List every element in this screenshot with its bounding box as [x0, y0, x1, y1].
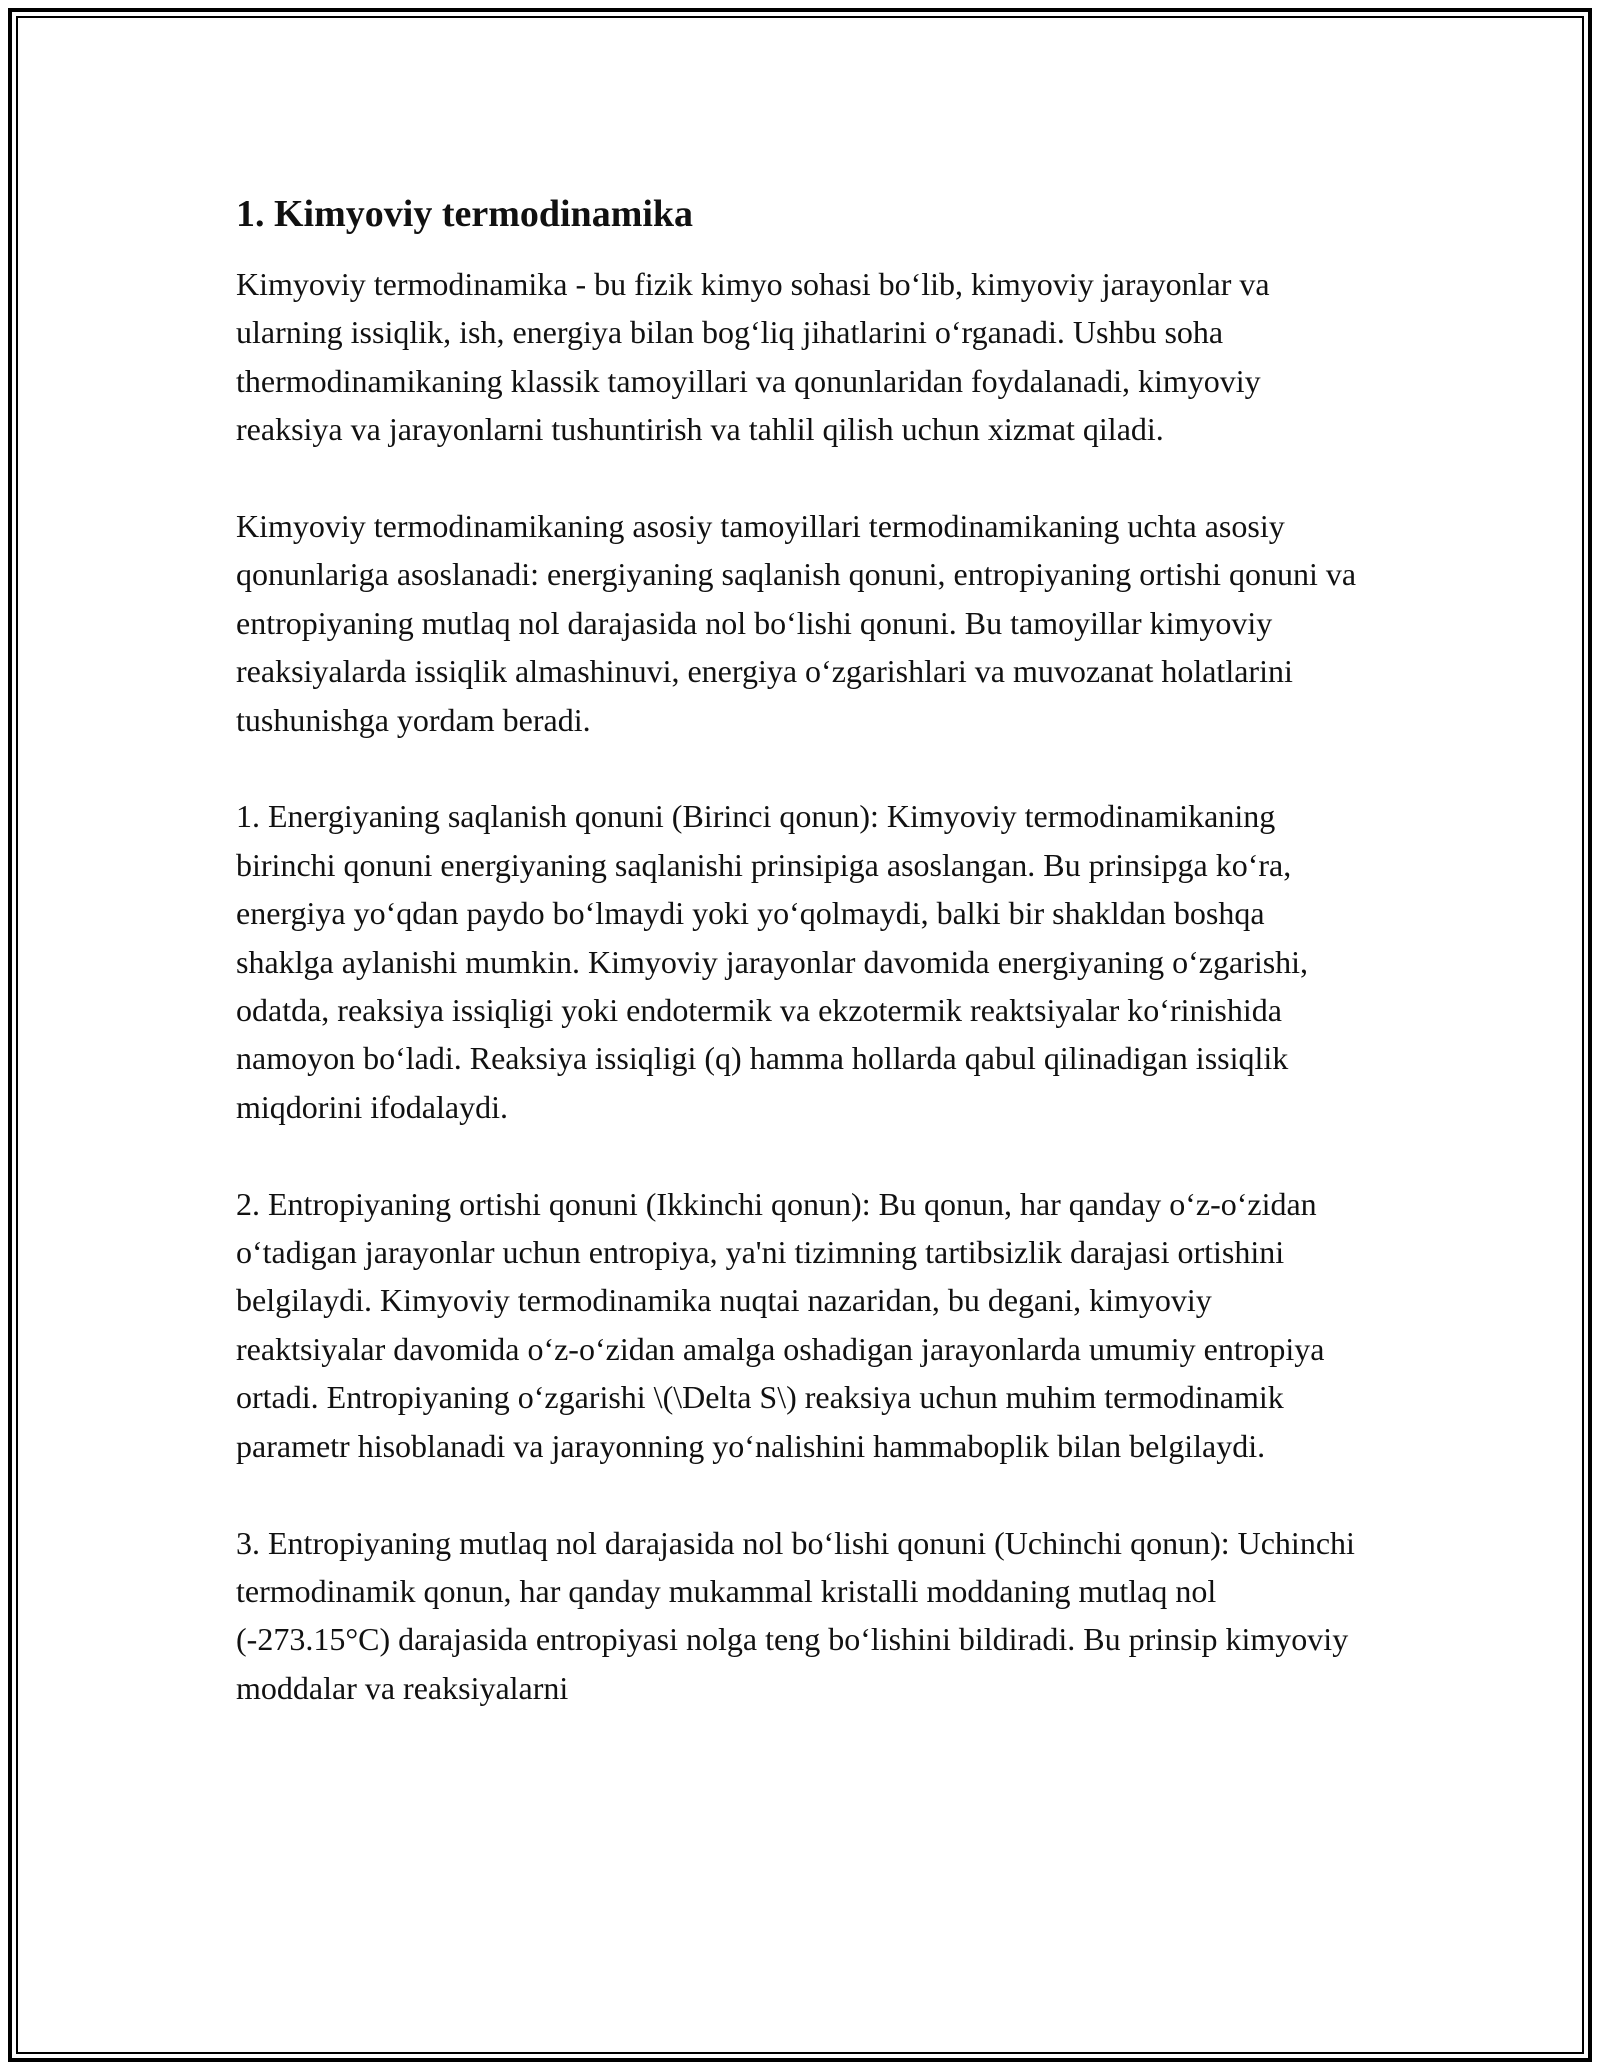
section-heading: 1. Kimyoviy termodinamika: [236, 193, 694, 235]
paragraph-principles: Kimyoviy termodinamikaning asosiy tamoyillari termodinamikaning uchta asosiy qonunlariga asoslanadi: energiyaning saqlanish qonuni, entropiyaning ortishi qonuni va entropiyaning mutlaq nol darajasida nol bo‘lishi qonuni. Bu tamoyillar kimyoviy reaksiyalarda issiqlik almashinuvi, energiya o‘zgarishlari va muvozanat holatlarini tushunishga yordam beradi.: [236, 508, 1357, 738]
document-body: [236, 186, 1364, 1712]
paragraph-first-law: 1. Energiyaning saqlanish qonuni (Birinci qonun): Kimyoviy termodinamikaning birinchi qonuni energiyaning saqlanishi prinsipiga asoslangan. Bu prinsipga ko‘ra, energiya yo‘qdan paydo bo‘lmaydi yoki yo‘qolmaydi, balki bir shakldan boshqa shaklga aylanishi mumkin. Kimyoviy jarayonlar davomida energiyaning o‘zgarishi, odatda, reaksiya issiqligi yoki endotermik va ekzotermik reaktsiyalar ko‘rinishida namoyon bo‘ladi. Reaksiya issiqligi (q) hamma hollarda qabul qilinadigan issiqlik miqdorini ifodalaydi.: [236, 798, 1309, 1125]
paragraph-second-law: 2. Entropiyaning ortishi qonuni (Ikkinchi qonun): Bu qonun, har qanday o‘z-o‘zidan o‘tadigan jarayonlar uchun entropiya, ya'ni tizimning tartibsizlik darajasi ortishini belgilaydi. Kimyoviy termodinamika nuqtai nazaridan, bu degani, kimyoviy reaktsiyalar davomida o‘z-o‘zidan amalga oshadigan jarayonlarda umumiy entropiya ortadi. Entropiyaning o‘zgarishi \(\Delta S\) reaksiya uchun muhim termodinamik parametr hisoblanadi va jarayonning yo‘nalishini hammaboplik bilan belgilaydi.: [236, 1185, 1325, 1464]
paragraph-third-law: 3. Entropiyaning mutlaq nol darajasida nol bo‘lishi qonuni (Uchinchi qonun): Uchinchi termodinamik qonun, har qanday mukammal kristalli moddaning mutlaq nol (-273.15°C) darajasida entropiyasi nolga teng bo‘lishini bildiradi. Bu prinsip kimyoviy moddalar va reaksiyalarni: [236, 1524, 1355, 1706]
paragraph-intro: Kimyoviy termodinamika - bu fizik kimyo sohasi bo‘lib, kimyoviy jarayonlar va ularning issiqlik, ish, energiya bilan bog‘liq jihatlarini o‘rganadi. Ushbu soha thermodinamikaning klassik tamoyillari va qonunlaridan foydalanadi, kimyoviy reaksiya va jarayonlarni tushuntirish va tahlil qilish uchun xizmat qiladi.: [236, 266, 1270, 448]
